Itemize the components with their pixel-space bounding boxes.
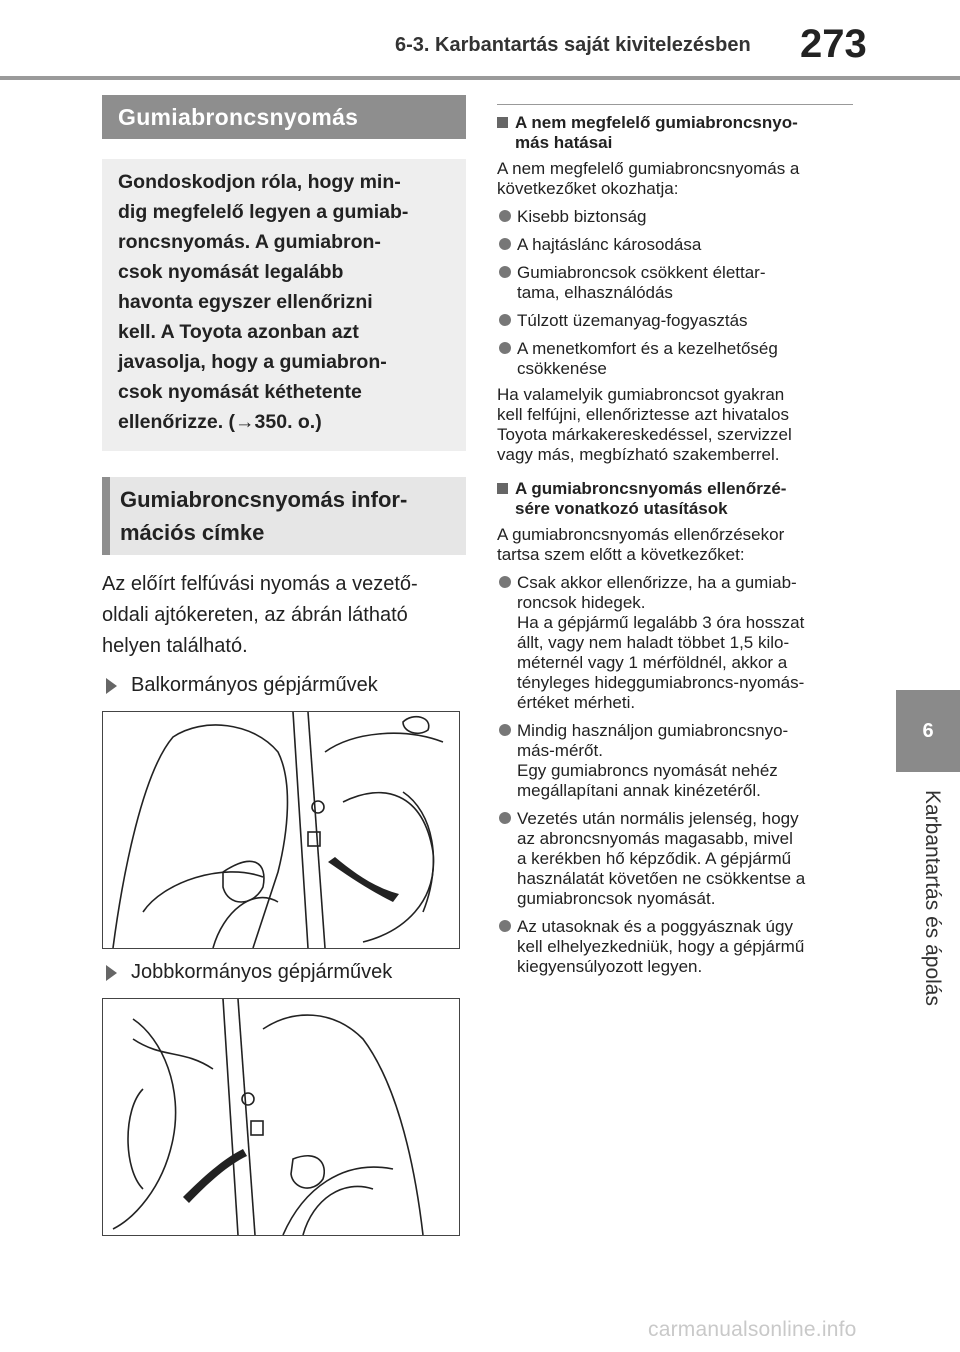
- instructions-intro: A gumiabroncsnyomás ellenőrzésekor tartsa szem előtt a következőket:: [497, 525, 785, 564]
- effects-heading-line: más hatásai: [515, 133, 613, 152]
- effects-intro: A nem megfelelő gumiabroncsnyomás a következőket okozhatja:: [497, 159, 800, 198]
- notice-line: csok nyomását legalább: [118, 261, 344, 283]
- right-column: [497, 104, 853, 977]
- notice-line: kell. A Toyota azonban azt: [118, 321, 359, 343]
- pointer-arrow-icon: [328, 857, 399, 902]
- notice-line: roncsnyomás. A gumiabron-: [118, 231, 381, 253]
- list-item-text: Az utasoknak és a poggyásznak úgy kell elhelyezkedniük, hogy a gépjármű kiegyensúlyozott legyen.: [517, 917, 805, 976]
- circle-bullet-icon: [499, 314, 511, 326]
- chapter-number: 6: [922, 719, 934, 742]
- watermark: carmanualsonline.info: [648, 1318, 857, 1341]
- intro-line: Az előírt felfúvási nyomás a vezető-: [102, 573, 418, 595]
- pointer-arrow-icon: [183, 1149, 247, 1203]
- list-item: [497, 263, 853, 303]
- column-rule: [497, 104, 853, 105]
- list-item: [497, 573, 853, 713]
- list-item: [497, 207, 853, 227]
- lhd-door-frame-drawing: [103, 712, 459, 948]
- list-item: [497, 339, 853, 379]
- intro-line: helyen található.: [102, 635, 248, 657]
- notice-box: [102, 159, 466, 451]
- list-item-text: Mindig használjon gumiabroncsnyo- más-mérőt. Egy gumiabroncs nyomását nehéz megállapítani annak kinézetéről.: [517, 721, 789, 800]
- notice-line: javasolja, hogy a gumiabron-: [118, 351, 387, 373]
- rhd-door-frame-illustration: [102, 998, 460, 1236]
- square-bullet-icon: [497, 483, 508, 494]
- section-title: 6-3. Karbantartás saját kivitelezésben: [395, 34, 751, 56]
- label-heading: [102, 477, 466, 555]
- list-item-text: Túlzott üzemanyag-fogyasztás: [517, 311, 748, 330]
- effects-heading: [497, 113, 853, 153]
- notice-line[interactable]: ellenőrizze. (→350. o.): [118, 411, 322, 433]
- lhd-label: Balkormányos gépjárművek: [131, 674, 378, 696]
- circle-bullet-icon: [499, 812, 511, 824]
- list-item: [497, 917, 853, 977]
- instructions-heading-line: sére vonatkozó utasítások: [515, 499, 728, 518]
- circle-bullet-icon: [499, 724, 511, 736]
- list-item: [497, 809, 853, 909]
- rhd-item: [102, 961, 466, 984]
- label-intro: [102, 569, 466, 662]
- notice-line: csok nyomását kéthetente: [118, 381, 362, 403]
- intro-line: oldali ajtókereten, az ábrán látható: [102, 604, 408, 626]
- chapter-tab[interactable]: [896, 690, 960, 772]
- label-heading-line: mációs címke: [120, 520, 265, 545]
- rhd-door-frame-drawing: [103, 999, 459, 1235]
- list-item-text: Gumiabroncsok csökkent élettar- tama, elhasználódás: [517, 263, 766, 302]
- instructions-heading: [497, 479, 853, 519]
- list-item-text: Csak akkor ellenőrizze, ha a gumiab- roncsok hidegek. Ha a gépjármű legalább 3 óra hosszat állt, vagy nem haladt többet 1,5 kilo- méternél vagy 1 mérföldnél, akkor a tényleges hideggumiabroncs-nyomás- értéket mérheti.: [517, 573, 805, 712]
- effects-outro: Ha valamelyik gumiabroncsot gyakran kell felfújni, ellenőriztesse azt hivatalos Toyota márkakereskedéssel, szervizzel vagy más, megbízható szakemberrel.: [497, 385, 792, 464]
- square-bullet-icon: [497, 117, 508, 128]
- notice-line: Gondoskodjon róla, hogy min-: [118, 171, 401, 193]
- circle-bullet-icon: [499, 266, 511, 278]
- chapter-title: Karbantartás és ápolás: [921, 790, 944, 1006]
- page-number: 273: [800, 22, 867, 66]
- instructions-heading-line: A gumiabroncsnyomás ellenőrzé-: [515, 479, 787, 498]
- triangle-bullet-icon: [106, 678, 117, 694]
- triangle-bullet-icon: [106, 965, 117, 981]
- list-item-text: Vezetés után normális jelenség, hogy az abroncsnyomás magasabb, mivel a kerékben hő képződik. A gépjármű használatát követően ne csökkentse a gumiabroncsok nyomását.: [517, 809, 806, 908]
- tire-pressure-heading: Gumiabroncsnyomás: [102, 95, 466, 139]
- lhd-item: [102, 674, 466, 697]
- left-column: [102, 95, 466, 1236]
- label-heading-line: Gumiabroncsnyomás infor-: [120, 487, 408, 512]
- list-item-text: A menetkomfort és a kezelhetőség csökkenése: [517, 339, 778, 378]
- effects-heading-line: A nem megfelelő gumiabroncsnyo-: [515, 113, 798, 132]
- notice-line: dig megfelelő legyen a gumiab-: [118, 201, 409, 223]
- list-item: [497, 721, 853, 801]
- circle-bullet-icon: [499, 920, 511, 932]
- notice-line: havonta egyszer ellenőrizni: [118, 291, 373, 313]
- list-item-text: A hajtáslánc károsodása: [517, 235, 702, 254]
- rhd-label: Jobbkormányos gépjárművek: [131, 961, 393, 983]
- circle-bullet-icon: [499, 342, 511, 354]
- circle-bullet-icon: [499, 210, 511, 222]
- list-item: [497, 235, 853, 255]
- list-item-text: Kisebb biztonság: [517, 207, 647, 226]
- lhd-door-frame-illustration: [102, 711, 460, 949]
- circle-bullet-icon: [499, 576, 511, 588]
- header-rule: [0, 76, 960, 80]
- list-item: [497, 311, 853, 331]
- circle-bullet-icon: [499, 238, 511, 250]
